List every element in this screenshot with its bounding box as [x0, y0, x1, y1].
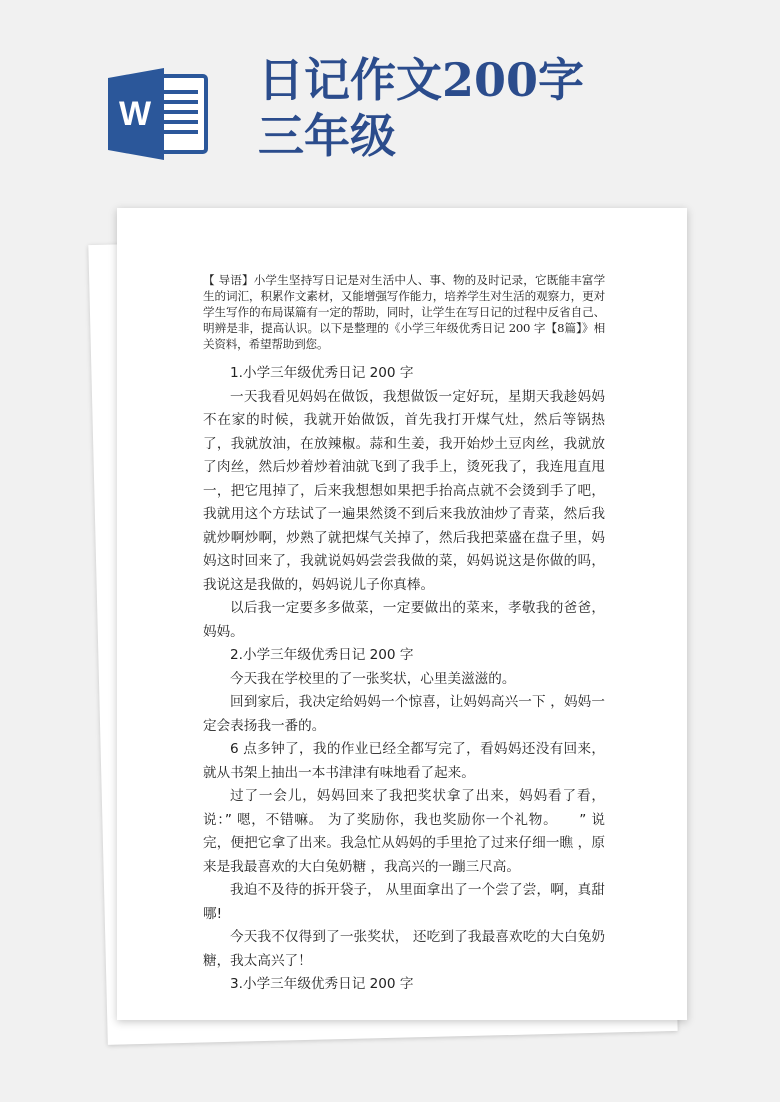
intro-paragraph: 【 导语】小学生坚持写日记是对生活中人、事、物的及时记录，它既能丰富学生的词汇，积累作文素材，又能增强写作能力，培养学生对生活的观察力，更对学生写作的布局谋篇有一定的帮助，同时，让学生在写日记的过程中反省自己、明辨是非，提高认识。以下是整理的《小学三年级优秀日记 200 字【8篇】》相关资料，希望帮助到您。	[203, 273, 605, 351]
paragraph: 我迫不及待的拆开袋子， 从里面拿出了一个尝了尝，啊，真甜哪!	[203, 882, 605, 922]
paragraph: 以后我一定要多多做菜，一定要做出的菜来，孝敬我的爸爸，妈妈。	[203, 600, 605, 640]
section-heading-2: 2.小学三年级优秀日记 200 字	[230, 647, 414, 663]
paragraph: 回到家后，我决定给妈妈一个惊喜，让妈妈高兴一下 ，妈妈一定会表扬我一番的。	[203, 694, 605, 734]
paragraph: 一天我看见妈妈在做饭，我想做饭一定好玩，星期天我趁妈妈不在家的时候，我就开始做饭，首先我打开煤气灶，然后等锅热了，我就放油，在放辣椒。蒜和生姜，我开始炒土豆肉丝，我就放了肉丝，然后炒着炒着油就飞到了我手上，烫死我了，我连甩直甩一，把它甩掉了，后来我想想如果把手抬高点就不会烫到手了吧，我就用这个方珐试了一遍果然烫不到后来我放油炒了青菜，然后我就炒啊炒啊，炒熟了就把煤气关掉了，然后我把菜盛在盘子里，妈妈这时回来了，我就说妈妈尝尝我做的菜，妈妈说这是你做的吗，我说这是我做的，妈妈说儿子你真棒。	[203, 388, 605, 593]
page-title	[258, 52, 584, 164]
svg-text:W: W	[118, 95, 152, 133]
word-document-icon	[108, 66, 208, 162]
paper-sheet	[117, 208, 687, 1020]
document-body	[203, 272, 605, 997]
title-line-1: 日记作文200字	[258, 53, 585, 107]
section-heading-3: 3.小学三年级优秀日记 200 字	[230, 976, 414, 992]
section-heading-1: 1.小学三年级优秀日记 200 字	[230, 365, 414, 381]
paragraph: 过了一会儿，妈妈回来了我把奖状拿了出来，妈妈看了看，说：” 嗯，不错嘛。 为了奖励你，我也奖励你一个礼物。 ” 说完，便把它拿了出来。我急忙从妈妈的手里抢了过来仔细一瞧 ，原来是我最喜欢的大白兔奶糖 ，我高兴的一蹦三尺高。	[203, 788, 605, 875]
title-line-2: 三年级	[258, 109, 396, 163]
paragraph: 今天我在学校里的了一张奖状，心里美滋滋的。	[230, 670, 516, 687]
paragraph: 6 点多钟了，我的作业已经全都写完了，看妈妈还没有回来，就从书架上抽出一本书津津有味地看了起来。	[203, 741, 605, 781]
paragraph: 今天我不仅得到了一张奖状， 还吃到了我最喜欢吃的大白兔奶糖，我太高兴了！	[203, 929, 605, 969]
